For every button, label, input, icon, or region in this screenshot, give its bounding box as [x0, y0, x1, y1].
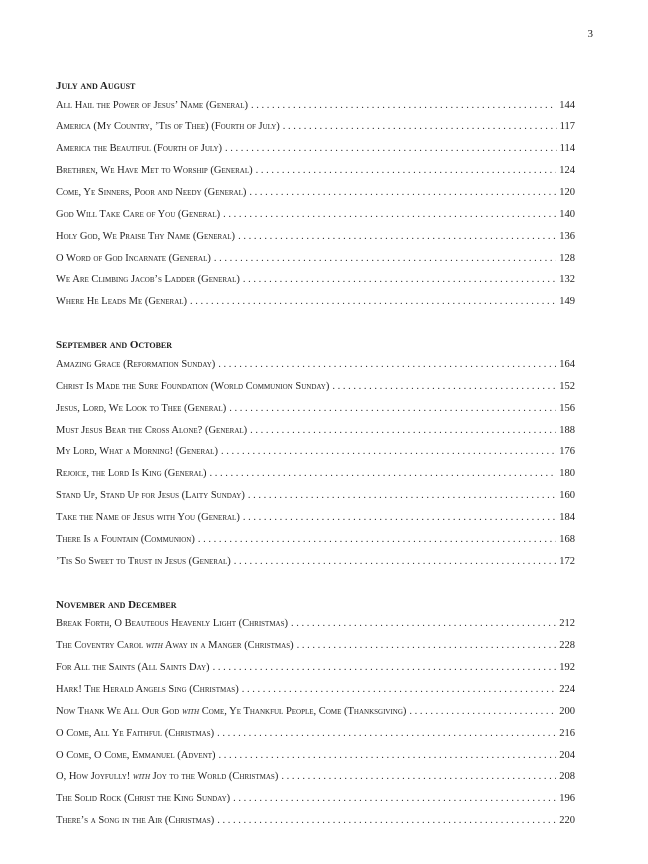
entry-title: Break Forth, O Beauteous Heavenly Light (Christmas) — [56, 618, 288, 630]
entry-title-part: Joy to the World (Christmas) — [150, 771, 279, 783]
entry-page: 156 — [559, 402, 575, 414]
dot-leader — [297, 640, 557, 651]
entry-title — [56, 771, 278, 782]
entry-page: 160 — [559, 490, 575, 502]
entry-page: 114 — [559, 143, 575, 155]
entry-title: All Hail the Power of Jesus’ Name (General) — [56, 99, 248, 111]
entry-title-part: The Coventry Carol — [56, 640, 146, 652]
index-entry — [56, 403, 575, 425]
entry-title: Stand Up, Stand Up for Jesus (Laity Sunday) — [56, 490, 245, 502]
entry-page: 204 — [559, 749, 575, 761]
dot-leader — [243, 274, 556, 285]
entry-title — [56, 706, 406, 717]
hymn-index — [56, 80, 575, 858]
entry-title: For All the Saints (All Saints Day) — [56, 662, 210, 674]
entry-title-part: O, How Joyfully! — [56, 771, 133, 783]
entry-page: 149 — [559, 296, 575, 308]
entry-title: Take the Name of Jesus with You (General) — [56, 511, 240, 523]
entry-title: O Come, All Ye Faithful (Christmas) — [56, 727, 215, 739]
dot-leader — [233, 793, 556, 804]
index-entry — [56, 121, 575, 143]
index-entry — [56, 381, 575, 403]
entry-title: America the Beautiful (Fourth of July) — [56, 143, 223, 155]
dot-leader — [217, 815, 556, 826]
dot-leader — [251, 100, 556, 111]
entry-title-part: Away in a Manger (Christmas) — [162, 640, 294, 652]
index-entry — [56, 359, 575, 381]
dot-leader — [218, 359, 556, 370]
entry-title: There Is a Fountain (Communion) — [56, 533, 195, 545]
index-entry — [56, 728, 575, 750]
entry-title: Amazing Grace (Reformation Sunday) — [56, 359, 216, 371]
entry-page: 164 — [559, 359, 575, 371]
index-entry — [56, 556, 575, 578]
entry-title — [56, 640, 294, 651]
dot-leader — [209, 468, 556, 479]
index-entry — [56, 274, 575, 296]
entry-title: Christ Is Made the Sure Foundation (World Communion Sunday) — [56, 380, 330, 392]
section-july-august — [56, 80, 575, 318]
dot-leader — [256, 165, 557, 176]
entry-title: Rejoice, the Lord Is King (General) — [56, 468, 207, 480]
entry-title: Hark! The Herald Angels Sing (Christmas) — [56, 683, 239, 695]
section-heading: November and December — [56, 598, 177, 611]
index-entry — [56, 490, 575, 512]
dot-leader — [198, 534, 556, 545]
dot-leader — [221, 446, 556, 457]
entry-title: We Are Climbing Jacob’s Ladder (General) — [56, 274, 240, 286]
index-entry — [56, 143, 575, 165]
entry-title: My Lord, What a Morning! (General) — [56, 446, 218, 458]
dot-leader — [409, 706, 556, 717]
page-number: 3 — [587, 28, 593, 40]
index-entry — [56, 187, 575, 209]
dot-leader — [281, 771, 556, 782]
section-september-october — [56, 339, 575, 577]
entry-title-connector: with — [145, 641, 163, 652]
dot-leader — [250, 425, 556, 436]
index-entry — [56, 706, 575, 728]
index-entry — [56, 684, 575, 706]
entry-title: There’s a Song in the Air (Christmas) — [56, 815, 215, 827]
entry-page: 120 — [559, 186, 575, 198]
entry-page: 196 — [559, 793, 575, 805]
entry-title: Come, Ye Sinners, Poor and Needy (General) — [56, 186, 247, 198]
entry-title-connector: with — [182, 706, 200, 717]
dot-leader — [332, 381, 556, 392]
dot-leader — [214, 253, 556, 264]
entry-page: 128 — [559, 252, 575, 264]
index-entry — [56, 512, 575, 534]
entry-page: 228 — [559, 640, 575, 652]
entry-page: 144 — [559, 99, 575, 111]
entry-title: Jesus, Lord, We Look to Thee (General) — [56, 402, 227, 414]
entry-title: Brethren, We Have Met to Worship (General) — [56, 165, 253, 177]
index-entry — [56, 446, 575, 468]
index-entry — [56, 534, 575, 556]
dot-leader — [219, 750, 557, 761]
index-entry — [56, 750, 575, 772]
section-november-december — [56, 599, 575, 837]
entry-page: 172 — [559, 555, 575, 567]
index-entry — [56, 468, 575, 490]
index-entry — [56, 793, 575, 815]
entry-page: 132 — [559, 274, 575, 286]
dot-leader — [217, 728, 556, 739]
entry-page: 224 — [559, 683, 575, 695]
index-entry — [56, 815, 575, 837]
entry-title-part: Come, Ye Thankful People, Come (Thanksgiving) — [199, 705, 407, 717]
index-entry — [56, 425, 575, 447]
index-entry — [56, 165, 575, 187]
index-entry — [56, 100, 575, 122]
index-entry — [56, 296, 575, 318]
dot-leader — [248, 490, 556, 501]
entry-page: 200 — [559, 705, 575, 717]
entry-page: 184 — [559, 511, 575, 523]
entry-page: 152 — [559, 380, 575, 392]
entry-page: 124 — [559, 165, 575, 177]
index-entry — [56, 640, 575, 662]
entry-title: The Solid Rock (Christ the King Sunday) — [56, 793, 231, 805]
index-entry — [56, 771, 575, 793]
entry-title: America (My Country, ’Tis of Thee) (Fourth of July) — [56, 121, 280, 133]
entry-title: O Come, O Come, Emmanuel (Advent) — [56, 749, 216, 761]
entry-page: 216 — [559, 727, 575, 739]
entry-title-part: Now Thank We All Our God — [56, 705, 182, 717]
entry-title: Must Jesus Bear the Cross Alone? (General) — [56, 424, 248, 436]
entry-page: 220 — [559, 815, 575, 827]
entry-title: Where He Leads Me (General) — [56, 296, 188, 308]
dot-leader — [190, 296, 556, 307]
section-heading: September and October — [56, 339, 173, 352]
dot-leader — [223, 209, 556, 220]
entry-page: 176 — [559, 446, 575, 458]
entry-title: ’Tis So Sweet to Trust in Jesus (General) — [56, 555, 231, 567]
index-entry — [56, 662, 575, 684]
entry-page: 188 — [559, 424, 575, 436]
dot-leader — [213, 662, 557, 673]
entry-page: 212 — [559, 618, 575, 630]
entry-title: Holy God, We Praise Thy Name (General) — [56, 230, 236, 242]
entry-page: 180 — [559, 468, 575, 480]
dot-leader — [225, 143, 557, 154]
entry-page: 168 — [559, 533, 575, 545]
index-entry — [56, 253, 575, 275]
dot-leader — [283, 121, 557, 132]
entry-title-connector: with — [132, 772, 151, 783]
entry-page: 136 — [559, 230, 575, 242]
index-entry — [56, 209, 575, 231]
entry-page: 117 — [559, 121, 575, 133]
dot-leader — [238, 231, 556, 242]
dot-leader — [234, 556, 556, 567]
entry-page: 140 — [559, 208, 575, 220]
section-heading: July and August — [56, 80, 136, 92]
index-entry — [56, 618, 575, 640]
entry-page: 208 — [559, 771, 575, 783]
dot-leader — [249, 187, 556, 198]
entry-title: O Word of God Incarnate (General) — [56, 252, 211, 264]
index-entry — [56, 231, 575, 253]
dot-leader — [291, 618, 556, 629]
dot-leader — [229, 403, 556, 414]
dot-leader — [243, 512, 556, 523]
entry-title: God Will Take Care of You (General) — [56, 208, 221, 220]
entry-page: 192 — [559, 662, 575, 674]
dot-leader — [242, 684, 557, 695]
